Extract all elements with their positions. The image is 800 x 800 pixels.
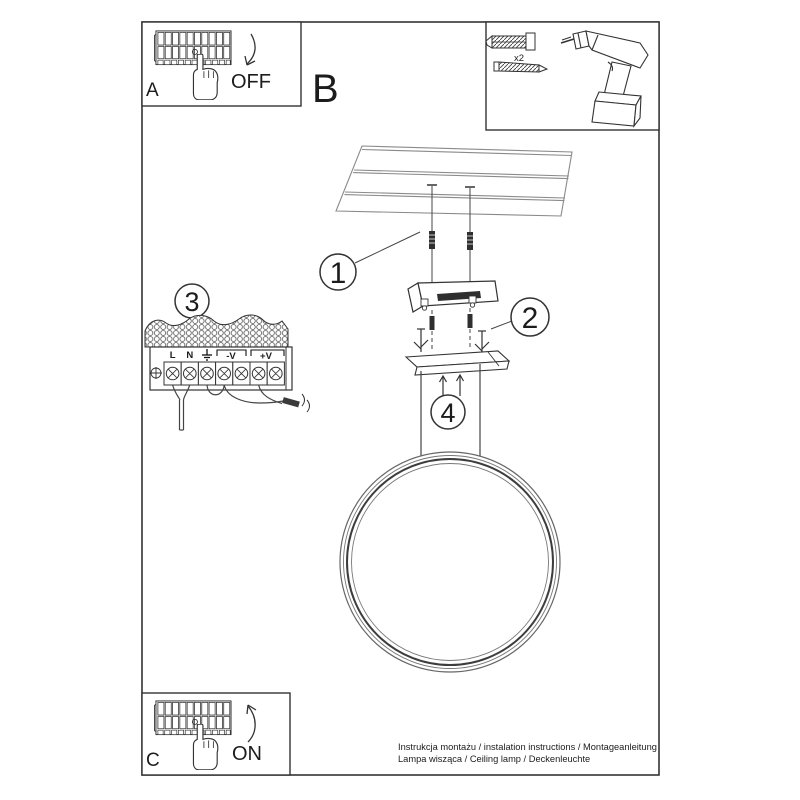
- ring-lamp: [340, 452, 560, 672]
- step-3-badge: [175, 284, 209, 318]
- step-1-badge: [320, 254, 356, 290]
- outer-frame: [142, 22, 659, 775]
- breaker-panel-icon: [154, 31, 231, 65]
- step-2-badge: [511, 298, 549, 336]
- svg-text:1: 1: [329, 257, 347, 290]
- terminal-texture: [145, 315, 288, 347]
- on-label: ON: [232, 743, 262, 765]
- svg-text:4: 4: [440, 398, 456, 428]
- bracket-screw-left: [430, 310, 435, 351]
- svg-text:2: 2: [521, 302, 539, 335]
- terminal-screws: [164, 362, 284, 385]
- mains-cable: [173, 385, 190, 430]
- section-a-label: A: [146, 80, 159, 101]
- breaker-panel-icon-c: [154, 701, 231, 735]
- mounting-bracket: [408, 281, 498, 312]
- terminal-label-minus-v: -V: [226, 351, 236, 362]
- section-c-label: C: [146, 750, 160, 771]
- cable-end: [283, 400, 299, 405]
- wall-anchor-icon: [486, 33, 535, 50]
- up-arrow-right: [457, 375, 464, 396]
- step-2-leader: [491, 321, 512, 329]
- anchor-quantity: x2: [514, 53, 525, 64]
- footer-line-1: Instrukcja montażu / instalation instructions / Montageanleitung: [398, 742, 657, 752]
- terminal-label-neutral: N: [186, 350, 194, 361]
- terminal-label-live: L: [169, 350, 176, 361]
- terminal-label-plus-v: +V: [260, 351, 272, 362]
- terminal-block: [145, 315, 310, 430]
- off-label: OFF: [231, 71, 271, 93]
- footer-line-2: Lampa wisząca / Ceiling lamp / Deckenleuchte: [398, 754, 591, 764]
- ceiling-panel: [336, 146, 572, 216]
- step-1-leader: [355, 232, 420, 263]
- locking-screw-left: [414, 329, 428, 352]
- locking-screw-right: [475, 331, 489, 354]
- svg-text:3: 3: [184, 287, 200, 317]
- bracket-screw-right: [468, 308, 473, 349]
- up-arrow-left: [440, 376, 447, 397]
- step-4-badge: [431, 395, 465, 429]
- section-b-label: B: [312, 67, 339, 111]
- cable-break-marks: [302, 394, 310, 412]
